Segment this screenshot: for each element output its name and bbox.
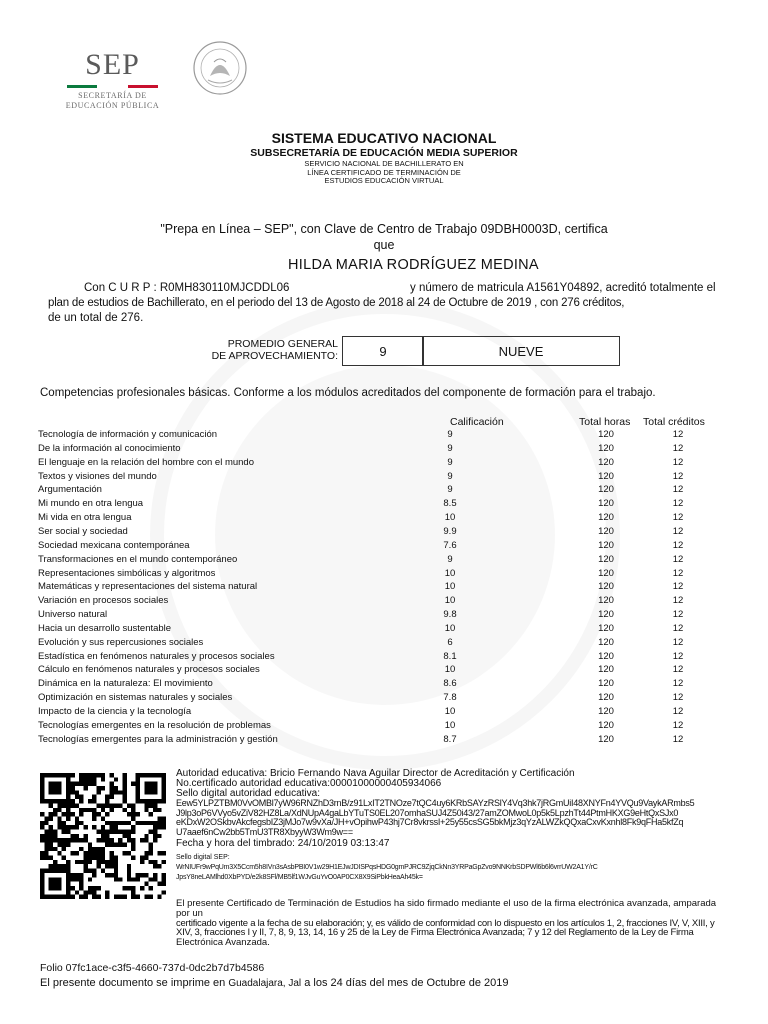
table-row xyxy=(0,512,768,525)
footer-text-a: El presente documento se imprime en xyxy=(40,977,226,989)
credits-value: 12 xyxy=(672,442,684,454)
sello-label: Sello digital autoridad educativa: xyxy=(176,788,320,799)
table-row xyxy=(0,637,768,650)
hours-value: 120 xyxy=(598,470,614,482)
sello-line1: Eew5YLPZTBM0VvOMBl7yW96RNZhD3rnB/z91LxIT2TNOze7tQC4uy6KRbSAYzRSlY4Vq3hk7jRGmUiI48XNYFn4YVQu9VaykARmbs5 xyxy=(176,798,695,808)
credits-value: 12 xyxy=(672,609,684,621)
credits-value: 12 xyxy=(672,650,684,662)
credits-value: 12 xyxy=(672,498,684,510)
title-line3: SERVICIO NACIONAL DE BACHILLERATO EN xyxy=(304,159,464,168)
subject-name: Tecnologías emergentes para la administración y gestión xyxy=(38,733,278,745)
hours-value: 120 xyxy=(598,553,614,565)
grade-value: 9.9 xyxy=(443,525,457,537)
grade-value: 9 xyxy=(447,553,453,565)
grade-value: 10 xyxy=(444,622,456,634)
subject-name: Dinámica en la naturaleza: El movimiento xyxy=(38,678,213,690)
grade-value: 10 xyxy=(444,581,456,593)
sello-line3: eKDxW2OSkbvAkcfegsbIZ3jMJo7w9vXa/JH+vOpihwP43hj7Cr8vkrssI+25y55csSG5bkMjz3qYzALWZkQQxaCxvKxnhl8Fk9qFHa5kfZq xyxy=(176,817,684,827)
certifica-line2: que xyxy=(373,238,395,252)
promedio-text-box: NUEVE xyxy=(422,336,620,366)
title-line5: ESTUDIOS EDUCACIÓN VIRTUAL xyxy=(324,176,444,185)
sello-value xyxy=(176,799,731,837)
footer-print-info xyxy=(40,977,508,989)
hours-value: 120 xyxy=(598,692,614,704)
subject-name: Impacto de la ciencia y la tecnología xyxy=(38,706,192,717)
hours-value: 120 xyxy=(598,595,614,607)
title-subsecretaria: SUBSECRETARÍA DE EDUCACIÓN MEDIA SUPERIOR xyxy=(250,147,518,159)
sep-logo xyxy=(55,48,170,111)
header-calificacion: Calificación xyxy=(450,416,504,428)
grade-value: 8.6 xyxy=(443,678,457,690)
credits-value: 12 xyxy=(672,539,684,551)
table-row xyxy=(0,609,768,622)
table-row xyxy=(0,471,768,484)
credits-value: 12 xyxy=(672,512,684,524)
credits-value: 12 xyxy=(672,692,684,704)
grade-value: 10 xyxy=(444,719,456,731)
folio: Folio 07fc1ace-c3f5-4660-737d-0dc2b7d7b4586 xyxy=(40,962,265,974)
legal-line2: certificado vigente a la fecha de su elaboración; y, es válido de conformidad con lo dispuesto en los artículos 1, 2, fracciones IV, V, XIII, y xyxy=(176,917,715,929)
hours-value: 120 xyxy=(598,429,614,440)
table-row xyxy=(0,429,768,442)
sello-sep-line1: WrNIUFr9wPqUm3X5Ccm5h8IVn3sAsbPBI0V1w29H1EJwJDISPqsHDG0gmPJRC9ZjqCkNn3YRPaGpZvo9NNKrbSDPWl6b6l6vrrUW2A1Y/rC xyxy=(176,864,598,871)
table-row xyxy=(0,706,768,719)
table-row xyxy=(0,651,768,664)
subject-name: Variación en procesos sociales xyxy=(38,595,169,607)
credits-value: 12 xyxy=(672,429,684,440)
grade-value: 8.1 xyxy=(443,650,457,662)
table-row xyxy=(0,484,768,497)
grade-value: 10 xyxy=(444,706,456,717)
subject-name: Textos y visiones del mundo xyxy=(38,470,157,482)
grade-value: 7.6 xyxy=(443,539,457,551)
subject-name: Mi vida en otra lengua xyxy=(38,512,132,524)
plan-text: plan de estudios de Bachillerato, en el periodo del 13 de Agosto de 2018 al 24 de Octubre de 2019 , con 276 créditos, xyxy=(48,297,625,309)
table-row xyxy=(0,734,768,747)
hours-value: 120 xyxy=(598,567,614,579)
fecha-timbrado: Fecha y hora del timbrado: 24/10/2019 03:13:47 xyxy=(176,838,390,849)
grade-value: 9 xyxy=(447,470,453,482)
legal-line1: El presente Certificado de Terminación de Estudios ha sido firmado mediante el uso de la firma electrónica avanzada, amparada por un xyxy=(176,898,717,919)
grade-value: 10 xyxy=(444,595,456,607)
table-row xyxy=(0,678,768,691)
credits-value: 12 xyxy=(672,525,684,537)
subject-name: Estadística en fenómenos naturales y procesos sociales xyxy=(38,650,275,662)
header-total-creditos: Total créditos xyxy=(643,416,705,428)
hours-value: 120 xyxy=(598,719,614,731)
legal-text xyxy=(176,899,731,948)
table-row xyxy=(0,457,768,470)
hours-value: 120 xyxy=(598,581,614,593)
hours-value: 120 xyxy=(598,512,614,524)
subject-name: Tecnologías emergentes en la resolución de problemas xyxy=(38,719,271,731)
credits-value: 12 xyxy=(672,636,684,648)
credits-value: 12 xyxy=(672,470,684,482)
subject-name: De la información al conocimiento xyxy=(38,442,181,454)
subject-name: Mi mundo en otra lengua xyxy=(38,498,144,510)
certifica-line1: "Prepa en Línea – SEP", con Clave de Centro de Trabajo 09DBH0003D, certifica xyxy=(160,222,608,236)
sep-logo-sub1: SECRETARÍA DE xyxy=(78,91,147,100)
subject-name: Argumentación xyxy=(38,484,102,496)
credits-value: 12 xyxy=(672,553,684,565)
credits-value: 12 xyxy=(672,678,684,690)
grade-value: 10 xyxy=(444,512,456,524)
hours-value: 120 xyxy=(598,539,614,551)
table-row xyxy=(0,692,768,705)
credits-value: 12 xyxy=(672,581,684,593)
stripe-white xyxy=(97,85,127,88)
hours-value: 120 xyxy=(598,678,614,690)
grade-value: 9 xyxy=(447,456,453,468)
hours-value: 120 xyxy=(598,525,614,537)
sep-logo-stripe xyxy=(67,85,158,88)
table-row xyxy=(0,443,768,456)
footer-city: Guadalajara, Jal xyxy=(228,978,302,989)
legal-line3: XIV, 3, fracciones I y II, 7, 8, 9, 13, 14, 16 y 25 de la Ley de Firma Electrónica Avanzada; 7 y 12 del Reglamento de la Ley de Firma xyxy=(176,927,694,939)
subject-name: El lenguaje en la relación del hombre con el mundo xyxy=(38,456,254,468)
subject-name: Ser social y sociedad xyxy=(38,525,128,537)
table-row xyxy=(0,581,768,594)
footer-text-c: a los 24 días del mes de Octubre de 2019 xyxy=(304,977,509,989)
stripe-green xyxy=(67,85,97,88)
grade-value: 9 xyxy=(447,429,453,440)
credits-value: 12 xyxy=(672,706,684,717)
grade-value: 10 xyxy=(444,664,456,676)
title-servicio xyxy=(0,160,768,186)
grade-value: 9 xyxy=(447,484,453,496)
credits-value: 12 xyxy=(672,567,684,579)
sello-sep-line2: JpsY8neLAMlhd0XbPYD/e2k8SFl/MB5lf1WJvGuYvO0AP0CX8X9SiPbkHeaAh45k= xyxy=(176,874,423,881)
grade-value: 8.7 xyxy=(443,733,457,745)
total-text: de un total de 276. xyxy=(48,312,144,324)
sello-line2: J9lp3oP6VVyo5vZiV82HZ8La/XdNUpA4gaLbYTuTS0EL207omhaSUJ4Z50i43/27amZOMwoL0p5k5LpzhTt44PtmHKXG9eHtQxSJx0 xyxy=(176,807,679,818)
sep-logo-sub2: EDUCACIÓN PÚBLICA xyxy=(65,101,160,110)
credits-value: 12 xyxy=(672,456,684,468)
hours-value: 120 xyxy=(598,442,614,454)
hours-value: 120 xyxy=(598,609,614,621)
hours-value: 120 xyxy=(598,636,614,648)
credits-value: 12 xyxy=(672,595,684,607)
hours-value: 120 xyxy=(598,484,614,496)
national-seal-icon xyxy=(192,40,248,96)
curp-text: Con C U R P : R0MH830110MJCDDL06 xyxy=(84,282,290,294)
subject-name: Tecnología de información y comunicación xyxy=(38,429,218,440)
sello-sep-label: Sello digital SEP: xyxy=(176,854,230,861)
matricula-text: y número de matricula A1561Y04892, acreditó totalmente el xyxy=(410,282,716,294)
student-name: HILDA MARIA RODRÍGUEZ MEDINA xyxy=(288,257,539,273)
table-row xyxy=(0,664,768,677)
grade-value: 10 xyxy=(444,567,456,579)
hours-value: 120 xyxy=(598,650,614,662)
grade-value: 6 xyxy=(447,636,453,648)
table-row xyxy=(0,595,768,608)
subject-name: Cálculo en fenómenos naturales y procesos sociales xyxy=(38,664,260,676)
credits-value: 12 xyxy=(672,719,684,731)
title-line4: LÍNEA CERTIFICADO DE TERMINACIÓN DE xyxy=(307,167,461,177)
title-sistema: SISTEMA EDUCATIVO NACIONAL xyxy=(271,130,497,146)
authority-block xyxy=(176,769,731,883)
hours-value: 120 xyxy=(598,498,614,510)
subject-name: Universo natural xyxy=(38,609,108,621)
credits-value: 12 xyxy=(672,484,684,496)
hours-value: 120 xyxy=(598,706,614,717)
table-row xyxy=(0,623,768,636)
hours-value: 120 xyxy=(598,456,614,468)
grade-value: 7.8 xyxy=(443,692,457,704)
credits-value: 12 xyxy=(672,664,684,676)
credits-value: 12 xyxy=(672,733,684,745)
subject-name: Evolución y sus repercusiones sociales xyxy=(38,636,204,648)
table-row xyxy=(0,498,768,511)
grade-value: 8.5 xyxy=(443,498,457,510)
promedio-value-box: 9 xyxy=(342,336,424,366)
subject-name: Sociedad mexicana contemporánea xyxy=(38,539,190,551)
legal-line4: Electrónica Avanzada. xyxy=(176,937,270,949)
table-row xyxy=(0,540,768,553)
subject-name: Matemáticas y representaciones del sistema natural xyxy=(38,581,258,593)
hours-value: 120 xyxy=(598,664,614,676)
promedio-label xyxy=(198,338,338,362)
certificate-number: No.certificado autoridad educativa:00001000000405934066 xyxy=(176,778,442,789)
qr-code-icon xyxy=(40,773,166,899)
grade-value: 9 xyxy=(447,442,453,454)
hours-value: 120 xyxy=(598,733,614,745)
promedio-label1: PROMEDIO GENERAL xyxy=(227,338,338,350)
hours-value: 120 xyxy=(598,622,614,634)
promedio-label2: DE APROVECHAMIENTO: xyxy=(211,350,338,362)
competencias-heading: Competencias profesionales básicas. Conforme a los módulos acreditados del componente de formación para el trabajo. xyxy=(40,387,656,399)
table-row xyxy=(0,526,768,539)
sep-logo-text: SEP xyxy=(85,48,140,81)
header-total-horas: Total horas xyxy=(579,416,631,428)
stripe-red xyxy=(128,85,158,88)
subject-name: Transformaciones en el mundo contemporáneo xyxy=(38,553,238,565)
certifica-statement xyxy=(0,221,768,253)
subject-name: Hacia un desarrollo sustentable xyxy=(38,622,172,634)
sello-line4: U7aaef6nCw2bb5TmU3TR8XbyyW3Wm9w== xyxy=(176,826,353,837)
subject-name: Optimización en sistemas naturales y sociales xyxy=(38,692,233,704)
table-row xyxy=(0,568,768,581)
grade-value: 9.8 xyxy=(443,609,457,621)
credits-value: 12 xyxy=(672,622,684,634)
authority-line: Autoridad educativa: Bricio Fernando Nava Aguilar Director de Acreditación y Certificación xyxy=(176,768,575,779)
table-row xyxy=(0,720,768,733)
subject-name: Representaciones simbólicas y algoritmos xyxy=(38,567,216,579)
table-row xyxy=(0,554,768,567)
